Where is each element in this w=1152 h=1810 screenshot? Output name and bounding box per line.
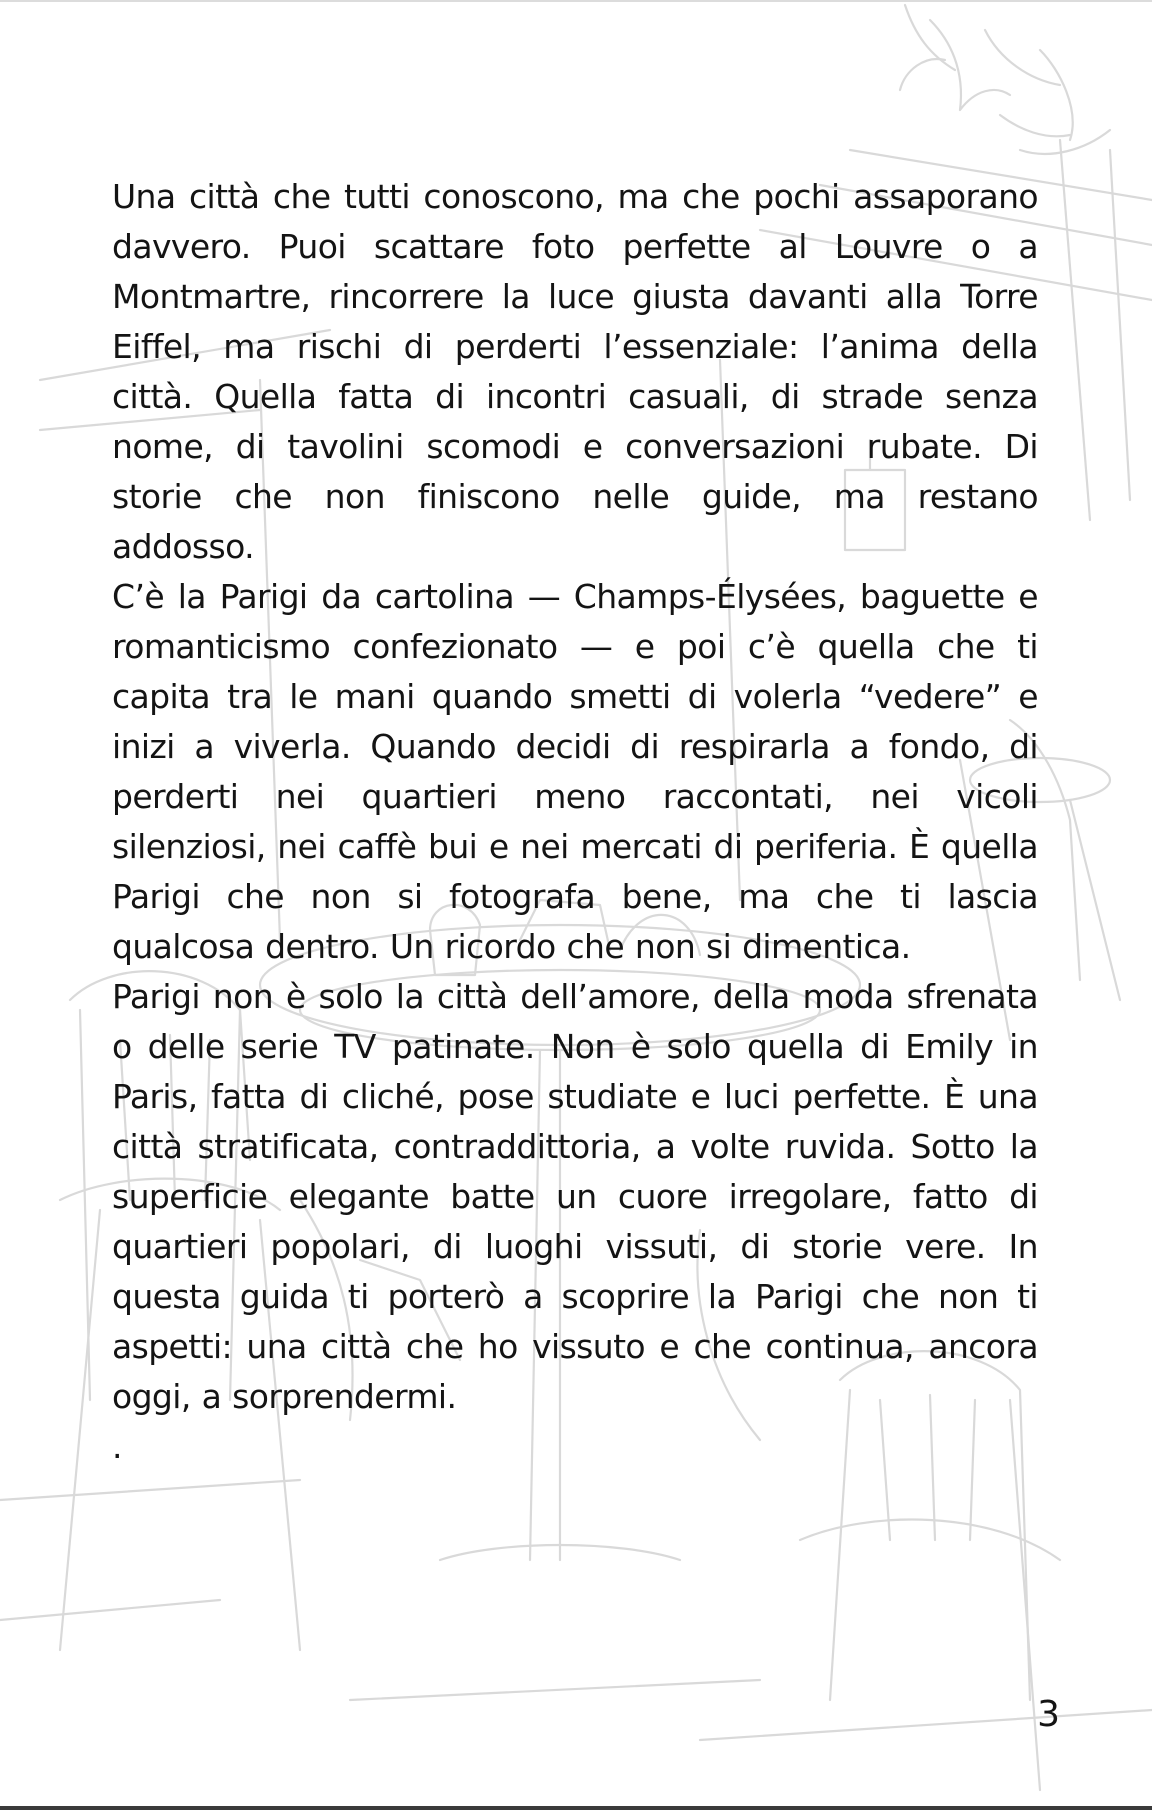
bottom-border (0, 1806, 1152, 1810)
paragraph: Una città che tutti conoscono, ma che pochi assaporano davvero. Puoi scattare foto perfette al Louvre o a Montmartre, rincorrere la luce giusta davanti alla Torre Eiffel, ma rischi di perderti l’essenziale: l’anima della città. Quella fatta di incontri casuali, di strade senza nome, di tavolini scomodi e conversazioni rubate. Di storie che non finiscono nelle guide, ma restano addosso. (112, 177, 1038, 566)
body-text (112, 172, 1038, 1422)
page-number: 3 (1037, 1694, 1060, 1735)
trailing-mark: . (112, 1427, 123, 1466)
paragraph: Parigi non è solo la città dell’amore, della moda sfrenata o delle serie TV patinate. Non è solo quella di Emily in Paris, fatta di cliché, pose studiate e luci perfette. È una città stratificata, contraddittoria, a volte ruvida. Sotto la superficie elegante batte un cuore irregolare, fatto di quartieri popolari, di luoghi vissuti, di storie vere. In questa guida ti porterò a scoprire la Parigi che non ti aspetti: una città che ho vissuto e che continua, ancora oggi, a sorprendermi. (112, 977, 1038, 1416)
paragraph: C’è la Parigi da cartolina — Champs-Élysées, baguette e romanticismo confezionato — e poi c’è quella che ti capita tra le mani quando smetti di volerla “vedere” e inizi a viverla. Quando decidi di respirarla a fondo, di perderti nei quartieri meno raccontati, nei vicoli silenziosi, nei caffè bui e nei mercati di periferia. È quella Parigi che non si fotografa bene, ma che ti lascia qualcosa dentro. Un ricordo che non si dimentica. (112, 577, 1038, 966)
